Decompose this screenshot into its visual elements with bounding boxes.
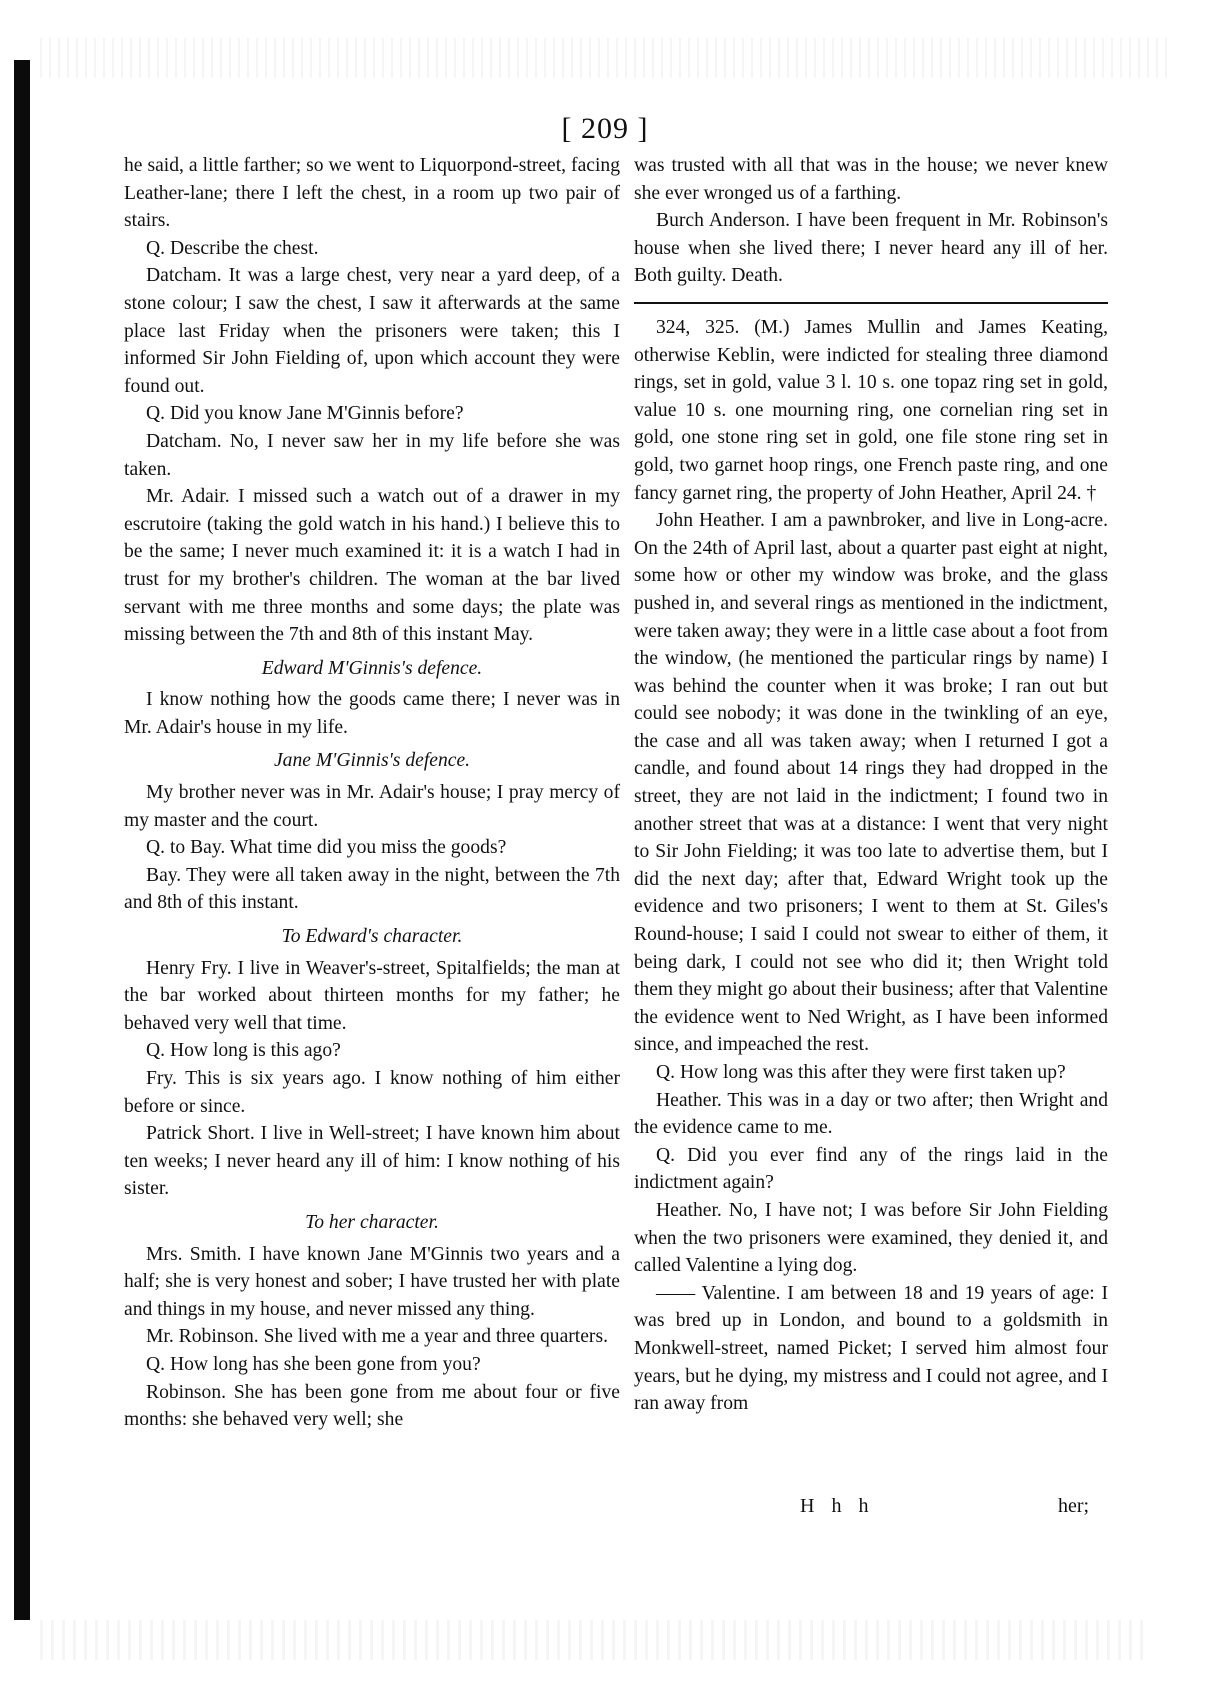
section-heading: To her character. (305, 1211, 439, 1233)
paragraph: —— Valentine. I am between 18 and 19 years of age: I was bred up in London, and bound to a goldsmith in Monkwell-street, named Picket; I served him almost four years, but he dying, my mistress and I could not agree, and I ran away from (634, 1282, 1108, 1415)
page-number: [ 209 ] (561, 112, 649, 145)
paragraph: Q. Did you know Jane M'Ginnis before? (146, 403, 464, 425)
scan-noise-bottom (40, 1620, 1150, 1660)
paragraph: Datcham. No, I never saw her in my life before she was taken. (124, 430, 620, 480)
paragraph: he said, a little farther; so we went to Liquorpond-street, facing Leather-lane; there I left the chest, in a room up two pair of stairs. (124, 155, 620, 232)
paragraph: 324, 325. (M.) James Mullin and James Keating, otherwise Keblin, were indicted for stealing three diamond rings, set in gold, value 3 l. 10 s. one topaz ring set in gold, value 10 s. one mourning ring, one cornelian ring set in gold, one stone ring set in gold, one file stone ring set in gold, two garnet hoop rings, one French paste ring, and one fancy garnet ring, the property of John Heather, April 24. † (634, 316, 1108, 504)
paragraph: Patrick Short. I live in Well-street; I have known him about ten weeks; I never heard any ill of him: I know nothing of his sister. (124, 1123, 620, 1200)
right-column (634, 152, 1108, 1418)
paragraph: Fry. This is six years ago. I know nothing of him either before or since. (124, 1068, 620, 1117)
paragraph: Henry Fry. I live in Weaver's-street, Spitalfields; the man at the bar worked about thirteen months for my father; he behaved very well that time. (124, 957, 620, 1034)
paragraph: Q. Describe the chest. (146, 237, 319, 259)
paragraph: Mrs. Smith. I have known Jane M'Ginnis two years and a half; she is very honest and sober; I have trusted her with plate and things in my house, and never missed any thing. (124, 1243, 620, 1320)
paragraph: was trusted with all that was in the house; we never knew she ever wronged us of a farthing. (634, 155, 1108, 204)
paragraph: Heather. This was in a day or two after; then Wright and the evidence came to me. (634, 1089, 1108, 1139)
paragraph: I know nothing how the goods came there; I never was in Mr. Adair's house in my life. (124, 689, 620, 738)
catchword: her; (1058, 1495, 1090, 1517)
paragraph: My brother never was in Mr. Adair's house; I pray mercy of my master and the court. (124, 782, 620, 831)
paragraph: Datcham. It was a large chest, very near a yard deep, of a stone colour; I saw the chest, I saw it afterwards at the same place last Friday when the prisoners were taken; this I informed Sir John Fielding of, upon which account they were found out. (124, 265, 620, 397)
paragraph: Heather. No, I have not; I was before Sir John Fielding when the two prisoners were examined, they denied it, and called Valentine a lying dog. (634, 1199, 1108, 1277)
section-divider (634, 302, 1108, 304)
paragraph: Mr. Adair. I missed such a watch out of a drawer in my escrutoire (taking the gold watch in his hand.) I believe this to be the same; I never much examined it: it is a watch I had in trust for my brother's children. The woman at the bar lived servant with me three months and some days; the plate was missing between the 7th and 8th of this instant May. (124, 486, 620, 646)
paragraph: Mr. Robinson. She lived with me a year and three quarters. (146, 1326, 608, 1348)
paragraph: Q. How long has she been gone from you? (146, 1353, 481, 1375)
paragraph: Burch Anderson. I have been frequent in Mr. Robinson's house when she lived there; I never heard any ill of her. Both guilty. Death. (634, 210, 1108, 287)
signature-mark: H h h (800, 1495, 875, 1517)
paragraph: Q. Did you ever find any of the rings laid in the indictment again? (634, 1144, 1108, 1194)
section-heading: To Edward's character. (281, 926, 463, 948)
paragraph: Q. How long is this ago? (146, 1040, 341, 1062)
paragraph: Robinson. She has been gone from me about four or five months: she behaved very well; she (124, 1381, 620, 1431)
book-spine-shadow (14, 60, 30, 1620)
paragraph: John Heather. I am a pawnbroker, and live in Long-acre. On the 24th of April last, about a quarter past eight at night, some how or other my window was broke, and the glass pushed in, and several rings as mentioned in the indictment, were taken away; they were in a little case about a foot from the window, (he mentioned the particular rings by name) I was behind the counter when it was broke; I ran out but could see nobody; it was done in the twinkling of an eye, the case and all was taken away; when I returned I got a candle, and found about 14 rings they had dropped in the street, they are not laid in the indictment; I found two in another street that was at a distance: I went that very night to Sir John Fielding; it was too late to advertise them, but I did the next day; after that, Edward Wright took up the evidence and two prisoners; I went to them at St. Giles's Round-house; I said I could not swear to either of them, it being dark, I could not see who did it; then Wright told them they might go about their business; after that Valentine the evidence went to Ned Wright, as I have been informed since, and impeached the rest. (634, 510, 1108, 1056)
paragraph: Q. to Bay. What time did you miss the goods? (146, 837, 507, 859)
section-heading: Jane M'Ginnis's defence. (273, 750, 471, 772)
paragraph: Q. How long was this after they were first taken up? (656, 1062, 1066, 1083)
paragraph: Bay. They were all taken away in the night, between the 7th and 8th of this instant. (124, 864, 620, 914)
section-heading: Edward M'Ginnis's defence. (261, 657, 483, 679)
left-column (124, 152, 620, 1434)
scan-noise-top (40, 38, 1170, 78)
